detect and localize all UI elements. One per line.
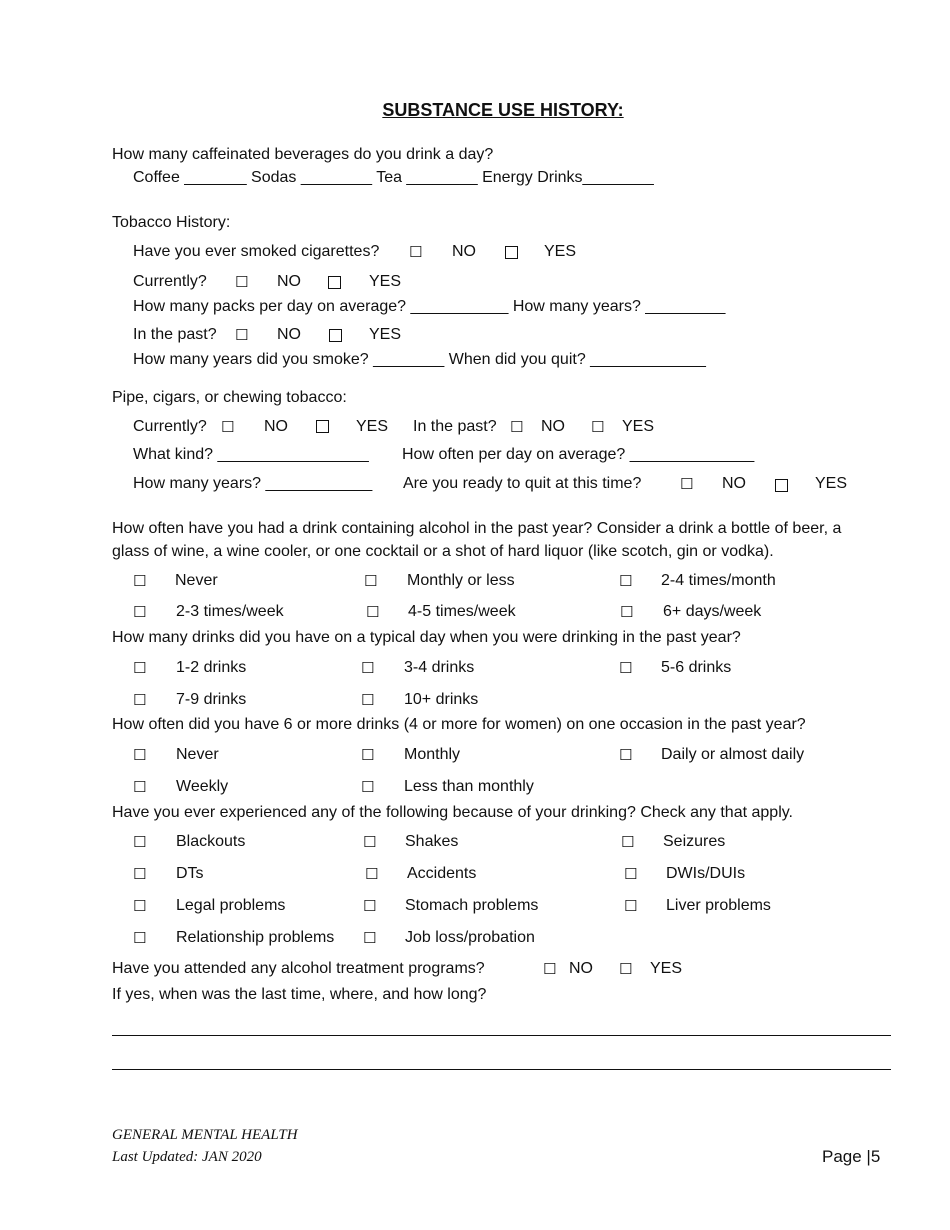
cigarettes-no-checkbox[interactable]: ☐ — [409, 243, 423, 261]
effect-shakes-checkbox[interactable]: ☐ — [363, 833, 377, 851]
pipe-currently-yes-checkbox[interactable] — [316, 420, 329, 433]
caffeine-fields[interactable]: Coffee _______ Sodas ________ Tea ________ Energy Drinks________ — [133, 169, 654, 186]
freq-2-3-week-checkbox[interactable]: ☐ — [133, 603, 147, 621]
binge-monthly-checkbox[interactable]: ☐ — [361, 746, 375, 764]
answer-line[interactable] — [112, 1035, 891, 1036]
pipe-in-past-yes-label: YES — [622, 418, 655, 435]
drinks-option-label: 10+ drinks — [404, 691, 479, 708]
drinks-option-label: 3-4 drinks — [404, 659, 475, 676]
in-past-label: In the past? — [133, 326, 217, 343]
freq-monthly-or-less-checkbox[interactable]: ☐ — [364, 572, 378, 590]
pipe-heading: Pipe, cigars, or chewing tobacco: — [112, 389, 347, 406]
drinks-7-9-checkbox[interactable]: ☐ — [133, 691, 147, 709]
effect-option-label: DTs — [176, 865, 204, 882]
currently-label: Currently? — [133, 273, 207, 290]
alcohol-freq-question-line1: How often have you had a drink containing alcohol in the past year? Consider a drink a bottle of beer, a — [112, 520, 842, 537]
effect-option-label: Stomach problems — [405, 897, 539, 914]
binge-never-checkbox[interactable]: ☐ — [133, 746, 147, 764]
effect-dts-checkbox[interactable]: ☐ — [133, 865, 147, 883]
ready-quit-no-checkbox[interactable]: ☐ — [680, 475, 694, 493]
effect-stomach-checkbox[interactable]: ☐ — [363, 897, 377, 915]
effect-dwi-checkbox[interactable]: ☐ — [624, 865, 638, 883]
currently-no-checkbox[interactable]: ☐ — [235, 273, 249, 291]
drinks-question: How many drinks did you have on a typical day when you were drinking in the past year? — [112, 629, 741, 646]
freq-option-label: 6+ days/week — [663, 603, 762, 620]
binge-less-than-monthly-checkbox[interactable]: ☐ — [361, 778, 375, 796]
pipe-in-past-no-label: NO — [541, 418, 565, 435]
effect-option-label: Shakes — [405, 833, 459, 850]
tobacco-heading: Tobacco History: — [112, 214, 231, 231]
what-kind-field[interactable]: What kind? _________________ — [133, 446, 369, 463]
pipe-currently-no-label: NO — [264, 418, 288, 435]
cigarettes-question: Have you ever smoked cigarettes? — [133, 243, 380, 260]
drinks-3-4-checkbox[interactable]: ☐ — [361, 659, 375, 677]
pipe-currently-yes-label: YES — [356, 418, 389, 435]
effect-blackouts-checkbox[interactable]: ☐ — [133, 833, 147, 851]
effect-relationship-checkbox[interactable]: ☐ — [133, 929, 147, 947]
drinks-option-label: 1-2 drinks — [176, 659, 247, 676]
ready-quit-yes-checkbox[interactable] — [775, 479, 788, 492]
effect-option-label: Seizures — [663, 833, 726, 850]
treatment-no-label: NO — [569, 960, 593, 977]
effect-seizures-checkbox[interactable]: ☐ — [621, 833, 635, 851]
freq-4-5-week-checkbox[interactable]: ☐ — [366, 603, 380, 621]
caffeine-question: How many caffeinated beverages do you drink a day? — [112, 146, 494, 163]
effects-question: Have you ever experienced any of the following because of your drinking? Check any that apply. — [112, 804, 793, 821]
binge-daily-checkbox[interactable]: ☐ — [619, 746, 633, 764]
effect-accidents-checkbox[interactable]: ☐ — [365, 865, 379, 883]
binge-option-label: Daily or almost daily — [661, 746, 805, 763]
treatment-followup: If yes, when was the last time, where, and how long? — [112, 986, 487, 1003]
freq-option-label: 2-3 times/week — [176, 603, 284, 620]
cigarettes-no-label: NO — [452, 243, 476, 260]
freq-option-label: Never — [175, 572, 218, 589]
freq-2-4-month-checkbox[interactable]: ☐ — [619, 572, 633, 590]
ready-quit-question: Are you ready to quit at this time? — [403, 475, 642, 492]
answer-line[interactable] — [112, 1069, 891, 1070]
binge-option-label: Never — [176, 746, 219, 763]
binge-option-label: Weekly — [176, 778, 229, 795]
treatment-question: Have you attended any alcohol treatment programs? — [112, 960, 485, 977]
drinks-10-plus-checkbox[interactable]: ☐ — [361, 691, 375, 709]
footer-org: GENERAL MENTAL HEALTH — [112, 1127, 298, 1143]
effect-option-label: Blackouts — [176, 833, 246, 850]
packs-line[interactable]: How many packs per day on average? ___________ How many years? _________ — [133, 298, 726, 315]
pipe-currently-label: Currently? — [133, 418, 207, 435]
alcohol-freq-question-line2: glass of wine, a wine cooler, or one cocktail or a shot of hard liquor (like scotch, gin or vodka). — [112, 543, 774, 560]
page-title: SUBSTANCE USE HISTORY: — [382, 100, 624, 120]
currently-yes-checkbox[interactable] — [328, 276, 341, 289]
drinks-option-label: 7-9 drinks — [176, 691, 247, 708]
drinks-5-6-checkbox[interactable]: ☐ — [619, 659, 633, 677]
currently-yes-label: YES — [369, 273, 402, 290]
effect-option-label: Liver problems — [666, 897, 771, 914]
effect-option-label: Accidents — [407, 865, 477, 882]
freq-option-label: Monthly or less — [407, 572, 515, 589]
cigarettes-yes-checkbox[interactable] — [505, 246, 518, 259]
effect-option-label: Job loss/probation — [405, 929, 535, 946]
ready-quit-no-label: NO — [722, 475, 746, 492]
binge-option-label: Monthly — [404, 746, 461, 763]
pipe-currently-no-checkbox[interactable]: ☐ — [221, 418, 235, 436]
freq-option-label: 2-4 times/month — [661, 572, 776, 589]
binge-option-label: Less than monthly — [404, 778, 534, 795]
effect-legal-checkbox[interactable]: ☐ — [133, 897, 147, 915]
treatment-yes-label: YES — [650, 960, 683, 977]
effect-job-loss-checkbox[interactable]: ☐ — [363, 929, 377, 947]
effect-option-label: DWIs/DUIs — [666, 865, 746, 882]
pipe-in-past-label: In the past? — [413, 418, 497, 435]
in-past-no-label: NO — [277, 326, 301, 343]
page-number: Page |5 — [822, 1147, 881, 1166]
effect-option-label: Legal problems — [176, 897, 286, 914]
freq-6-days-week-checkbox[interactable]: ☐ — [620, 603, 634, 621]
in-past-no-checkbox[interactable]: ☐ — [235, 326, 249, 344]
in-past-yes-label: YES — [369, 326, 402, 343]
freq-never-checkbox[interactable]: ☐ — [133, 572, 147, 590]
pipe-in-past-no-checkbox[interactable]: ☐ — [510, 418, 524, 436]
effect-option-label: Relationship problems — [176, 929, 335, 946]
how-often-field[interactable]: How often per day on average? ______________ — [402, 446, 755, 463]
drinks-option-label: 5-6 drinks — [661, 659, 732, 676]
binge-question: How often did you have 6 or more drinks (4 or more for women) on one occasion in the past year? — [112, 716, 806, 733]
footer-updated: Last Updated: JAN 2020 — [112, 1149, 262, 1165]
drinks-1-2-checkbox[interactable]: ☐ — [133, 659, 147, 677]
freq-option-label: 4-5 times/week — [408, 603, 516, 620]
in-past-yes-checkbox[interactable] — [329, 329, 342, 342]
years-smoked-line[interactable]: How many years did you smoke? ________ When did you quit? _____________ — [133, 351, 706, 368]
ready-quit-yes-label: YES — [815, 475, 848, 492]
cigarettes-yes-label: YES — [544, 243, 577, 260]
currently-no-label: NO — [277, 273, 301, 290]
pipe-in-past-yes-checkbox[interactable]: ☐ — [591, 418, 605, 436]
effect-liver-checkbox[interactable]: ☐ — [624, 897, 638, 915]
pipe-years-field[interactable]: How many years? ____________ — [133, 475, 373, 492]
treatment-no-checkbox[interactable]: ☐ — [543, 960, 557, 978]
treatment-yes-checkbox[interactable]: ☐ — [619, 960, 633, 978]
binge-weekly-checkbox[interactable]: ☐ — [133, 778, 147, 796]
